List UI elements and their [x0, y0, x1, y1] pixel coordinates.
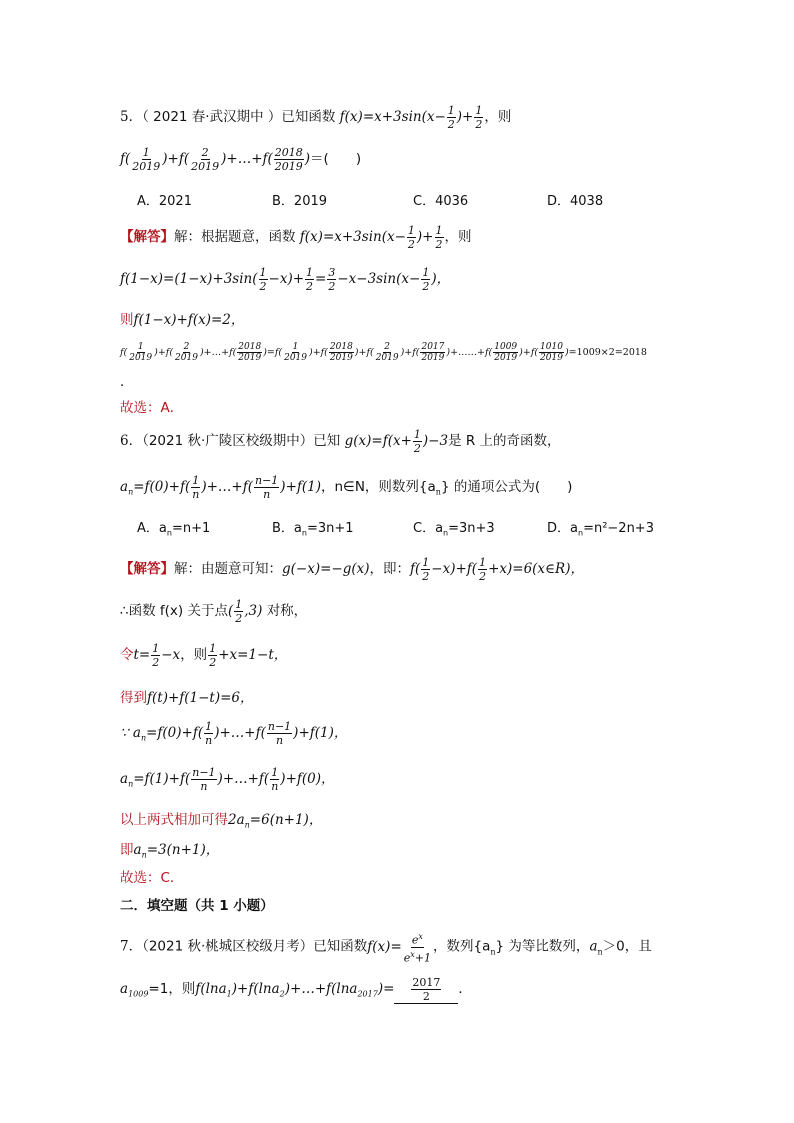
q6-option-b: B．$a_n=3n+1$	[272, 521, 354, 538]
q6-seq-text: ，n∈N，则数列{a	[321, 479, 436, 495]
q6-option-b-value: =3n+1	[306, 521, 354, 536]
q5-answer-line1	[120, 224, 472, 251]
q6-sym-tail: 对称，	[266, 603, 308, 619]
q6-let-result: $\frac{1}{2}$ +x=1−t，	[209, 642, 288, 669]
q5-source: ．（ 2021 春·武汉期中 ）已知函数	[128, 109, 336, 125]
q5-answer-line2	[120, 266, 450, 293]
section2-title: 二．填空题（共 1 小题）	[120, 898, 274, 914]
q6-answer-line7: 以上两式相加可得$2a_n=6(n+1)$，	[120, 812, 323, 830]
q6-an-definition: $a_n=f(0)+f$( $\frac{1}{n}$ )+…+f( $\frac{n-1}{n}$ )+f(1)	[120, 474, 321, 501]
q5-sum-identity: f(1−x)+f(x)=2，	[133, 312, 245, 328]
q6-sym-point: ( $\frac{1}{2}$ ,3)	[227, 598, 263, 625]
q5-result: =1009×2=2018	[568, 347, 647, 358]
q5-answer-line3	[120, 308, 244, 328]
q5-number: 5	[120, 109, 129, 125]
q5-option-d: D．4038	[547, 194, 604, 209]
q5-option-b: B．2019	[272, 194, 328, 209]
q6-answer-line2	[120, 598, 307, 625]
q5-then-label: 则	[120, 312, 134, 328]
q7-pos: a	[589, 938, 598, 955]
q5-choose: 故选：A．	[120, 400, 184, 416]
q6-add-tail: =6(n+1)，	[249, 812, 323, 828]
q5-period: ．	[120, 374, 134, 390]
q6-an-forward: ∵ $a_n=f(0)+f$( $\frac{1}{n}$ )+…+f( $\frac{n-1}{n}$ )+f(1)，	[120, 720, 348, 747]
q6-answer-line8: 即$a_n=3(n+1)$，	[120, 842, 220, 860]
q7-source: ．（2021 秋·桃城区校级月考）已知函数	[128, 938, 368, 955]
q7-answer-num: 2017	[412, 976, 441, 989]
q7-seq: ，数列{a	[433, 938, 491, 955]
q7-number: 7	[120, 938, 129, 955]
q7-seq2: } 为等比数列，	[495, 938, 590, 955]
q6-option-c-label: C．a	[413, 521, 444, 536]
q6-get-val: f(t)+f(1−t)=6，	[147, 690, 254, 706]
q6-option-d-label: D．a	[547, 521, 578, 536]
q6-add-val: 2a	[228, 812, 245, 828]
q5-pairing-expression: f( $\frac{1}{2019}$ )+f( $\frac{2}{2019}$ )+…+f( $\frac{2018}{2019}$ )=f( $\frac{1}{2019}$ )+f( $\frac{2018}{2019}$ )+f( $\frac{2}{2019}$ )+f( $\frac{2017}{2019}$ )+……+f( $\frac{1009}{2019}$ )+f( $\frac{1010}{2019}$ )	[120, 342, 569, 363]
q5-line2	[120, 146, 361, 173]
q6-option-c-value: =3n+3	[448, 521, 495, 536]
q6-line1	[120, 428, 561, 455]
q6-answer-line6	[120, 766, 335, 793]
q6-source: ．（2021 秋·广陵区校级期中）已知	[128, 433, 341, 449]
q6-g-definition: g(x)=f(x+ $\frac{1}{2}$ )−3	[344, 428, 449, 455]
q6-option-d: D．$a_n=n^2-2n+3$	[547, 521, 654, 538]
q6-add: 以上两式相加可得	[120, 812, 228, 828]
q5-sum-expression: f( $\frac{1}{2019}$ )+f( $\frac{2}{2019}$ )+…+f( $\frac{2018}{2019}$ )	[120, 146, 311, 173]
q6-answer-line1	[120, 556, 584, 583]
q7-answer-den: 2	[422, 990, 430, 1003]
q7-cond: =1，则	[148, 981, 196, 997]
q5-answer-then: ，则	[444, 229, 472, 245]
q6-answer-line5	[120, 720, 347, 747]
q6-answer-label: 【解答】	[120, 561, 174, 577]
q6-answer-line4	[120, 686, 254, 706]
q6-odd-condition: g(−x)=−g(x)	[282, 561, 370, 577]
q6-option-a-value: =n+1	[171, 521, 211, 536]
q5-f1mx-expression: f(1−x)=(1−x)+3sin( $\frac{1}{2}$ −x)+ $\frac{1}{2}$ = $\frac{3}{2}$ −x−3sin(x− $\frac{1}{2}$ )，	[120, 266, 451, 293]
q6-sym: ∴函数 f(x) 关于点	[120, 603, 228, 619]
q6-answer-mid: ，即：	[369, 561, 411, 577]
q7-answer-blank	[394, 976, 458, 1004]
q6-option-d-value: =n²−2n+3	[583, 521, 654, 536]
q7-sum-expression: f(lna$_1$)+f(lna$_2$)+…+f(lna$_{2017}$)=	[195, 981, 395, 999]
q6-number: 6	[120, 433, 129, 449]
q7-line1: 7．（2021 秋·桃城区校级月考）已知函数f(x)= $\frac{e^x}{e^x+1}$ ，数列$\{a_n\}$ 为等比数列，$a_n>0$，且	[120, 932, 652, 965]
q5-then: ，则	[484, 109, 512, 125]
q6-ie: 即	[120, 842, 134, 858]
q5-function: f(x)=x+3sin(x− $\frac{1}{2}$ )+ $\frac{1}{2}$	[339, 104, 483, 131]
q7-line2: $a_{1009}=1$，则f(lna$_1$)+f(lna$_2$)+…+f(lna$_{2017}$)= $\frac{2017}{2}$ ．	[120, 976, 472, 1003]
q6-option-a-label: A．a	[137, 521, 167, 536]
q5-paren: ＝( )	[310, 151, 362, 167]
q6-get: 得到	[120, 690, 147, 706]
q5-option-c: C．4036	[413, 194, 469, 209]
q6-symmetric-sum: f( $\frac{1}{2}$ −x)+f( $\frac{1}{2}$ +x)=6(x∈R)，	[410, 556, 584, 583]
q5-option-a: A．2021	[137, 194, 192, 209]
q6-option-b-label: B．a	[272, 521, 302, 536]
q5-answer-label: 【解答】	[120, 229, 174, 245]
q6-option-a: A．$a_n=n+1$	[137, 521, 211, 538]
q5-answer-line4	[120, 342, 647, 363]
q6-option-c: C．$a_n=3n+3$	[413, 521, 495, 538]
q6-an-reverse: $a_n=f(1)+f$( $\frac{n-1}{n}$ )+…+f( $\frac{1}{n}$ )+f(0)，	[120, 766, 335, 793]
q5-line1	[120, 104, 511, 131]
q6-line2: $a_n=f(0)+f$( $\frac{1}{n}$ )+…+f( $\frac{n-1}{n}$ )+f(1)，n∈N，则数列$\{a_n\}$ 的通项公式为( )	[120, 474, 573, 501]
q7-pos2: ＞0，且	[602, 938, 652, 955]
q6-let: 令	[120, 647, 134, 663]
q6-choose: 故选：C．	[120, 870, 184, 886]
q7-function: f(x)= $\frac{e^x}{e^x+1}$	[367, 932, 432, 965]
q5-answer-intro: 解：根据题意，函数	[174, 229, 296, 245]
q5-answer-function: f(x)=x+3sin(x− $\frac{1}{2}$ )+ $\frac{1}{2}$	[299, 224, 443, 251]
q6-odd-fn: 是 R 上的奇函数，	[448, 433, 561, 449]
q6-ie-val: =3(n+1)，	[146, 842, 220, 858]
q6-answer-line3	[120, 642, 287, 669]
q6-answer-intro: 解：由题意可知：	[174, 561, 282, 577]
q6-let-t: t= $\frac{1}{2}$ −x	[133, 642, 181, 669]
q6-seq-text2: } 的通项公式为( )	[440, 479, 573, 495]
q6-let-then: ，则	[180, 647, 208, 663]
